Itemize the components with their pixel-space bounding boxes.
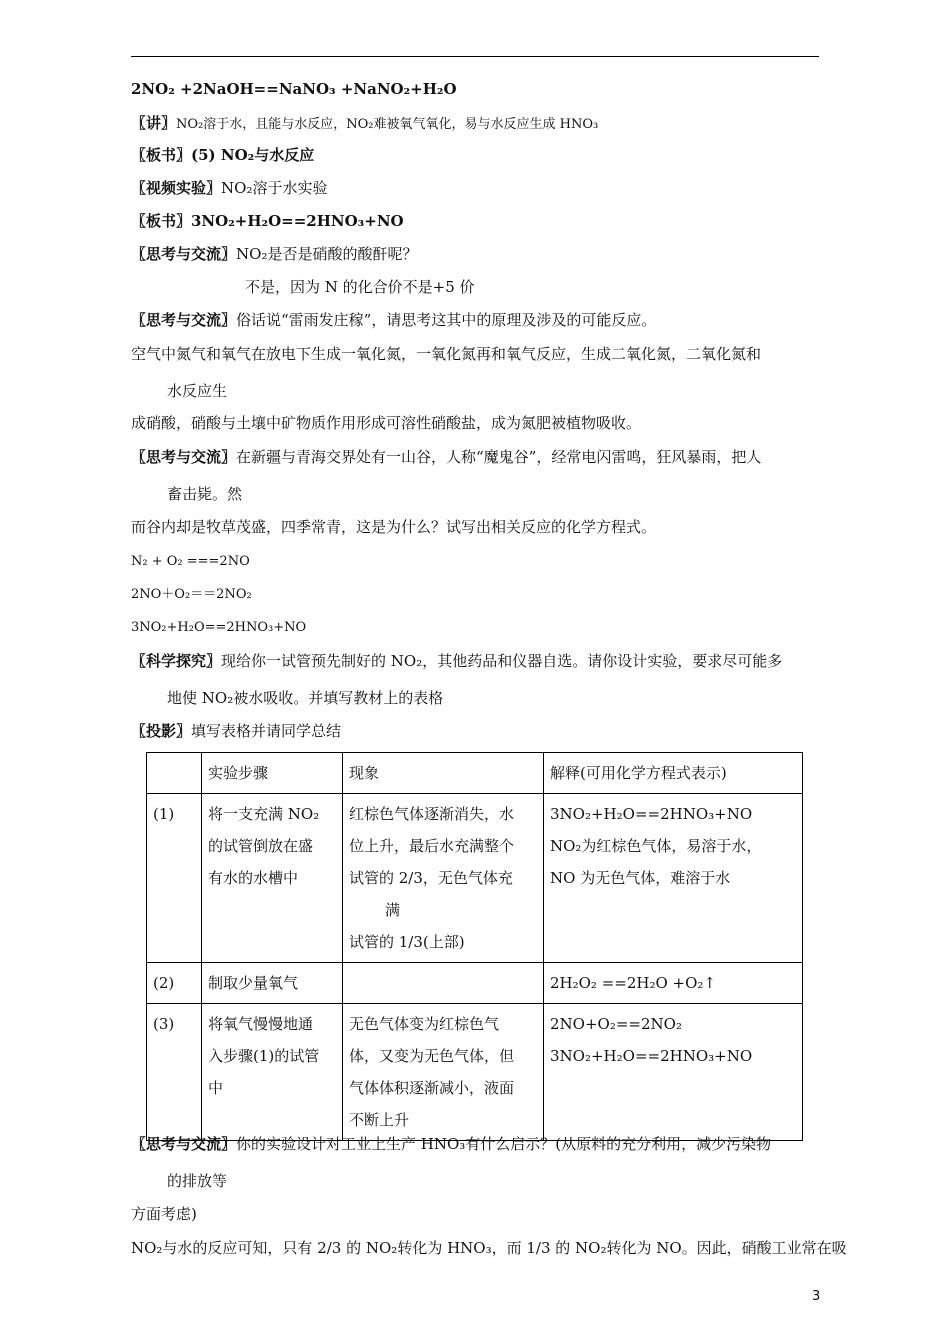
header-rule (131, 56, 819, 57)
cell-line: 无色气体变为红棕色气 (349, 1015, 500, 1033)
cell-line: 满 (385, 901, 401, 919)
table-cell (544, 1004, 803, 1141)
equation-no2-naoh: 2NO₂ +2NaOH==NaNO₃ +NaNO₂+H₂O (131, 80, 457, 98)
table-cell (202, 1004, 343, 1141)
text-think-3: 在新疆与青海交界处有一山谷，人称“魔鬼谷”，经常电闪雷鸣，狂风暴雨，把人 (236, 448, 762, 466)
table-cell (544, 963, 803, 1004)
line-answer-1: 不是，因为 N 的化合价不是+5 价 (245, 278, 475, 296)
paragraph-line: 的排放等 (167, 1172, 228, 1190)
line-board-eq: 〖板书〗3NO₂+H₂O==2HNO₃+NO (131, 212, 404, 230)
label-video: 〖视频实验〗 (131, 179, 222, 197)
row-number: (3) (153, 1015, 175, 1033)
label-think-4: 〖思考与交流〗 (131, 1135, 237, 1153)
label-think-3: 〖思考与交流〗 (131, 448, 237, 466)
line-lecture (131, 113, 598, 135)
cell-line: 将氧气慢慢地通 (208, 1015, 314, 1033)
text-video: NO₂溶于水实验 (221, 179, 328, 197)
table-row (147, 794, 803, 963)
table-header-cell: 现象 (343, 753, 544, 794)
row-number: (1) (153, 805, 175, 823)
table-header-cell (147, 753, 202, 794)
text-explore: 现给你一试管预先制好的 NO₂，其他药品和仪器自选。请你设计实验，要求尽可能多 (221, 652, 783, 670)
line-think-4 (131, 1134, 771, 1154)
page-number: 3 (812, 1289, 821, 1304)
cell-line: 中 (208, 1079, 224, 1097)
cell-line: NO₂为红棕色气体，易溶于水， (550, 837, 762, 855)
label-think-2: 〖思考与交流〗 (131, 311, 237, 329)
cell-line: 制取少量氧气 (208, 974, 299, 992)
cell-line: 2NO+O₂==2NO₂ (550, 1015, 682, 1033)
paragraph-line: 成硝酸，硝酸与土壤中矿物质作用形成可溶性硝酸盐，成为氮肥被植物吸收。 (131, 414, 642, 432)
line-think-1 (131, 244, 417, 264)
paragraph-line: NO₂与水的反应可知，只有 2/3 的 NO₂转化为 HNO₃，而 1/3 的 NO₂转化为 NO。因此，硝酸工业常在吸 (131, 1239, 847, 1257)
text-lecture: NO₂溶于水，且能与水反应，NO₂难被氧气氧化，易与水反应生成 HNO₃ (176, 117, 599, 132)
cell-line: 的试管倒放在盛 (208, 837, 314, 855)
table-cell (147, 794, 202, 963)
table-cell (343, 963, 544, 1004)
paragraph-line: 畜击毙。然 (167, 485, 243, 503)
cell-line: 将一支充满 NO₂ (208, 805, 320, 823)
line-explore (131, 651, 782, 671)
text-projection: 填写表格并请同学总结 (191, 722, 342, 740)
paragraph-line: 地使 NO₂被水吸收。并填写教材上的表格 (167, 689, 444, 707)
cell-line: 3NO₂+H₂O==2HNO₃+NO (550, 805, 753, 823)
experiment-table (146, 752, 803, 1141)
row-number: (2) (153, 974, 175, 992)
table-cell (343, 794, 544, 963)
cell-line: 红棕色气体逐渐消失，水 (349, 805, 515, 823)
text-think-4: 你的实验设计对工业上生产 HNO₃有什么启示？(从原料的充分利用，减少污染物 (236, 1135, 772, 1153)
table-cell (202, 794, 343, 963)
text-think-1: NO₂是否是硝酸的酸酐呢？ (236, 245, 418, 263)
table-cell (544, 794, 803, 963)
text-think-2: 俗话说“雷雨发庄稼”，请思考这其中的原理及涉及的可能反应。 (236, 311, 657, 329)
line-projection (131, 721, 341, 741)
equation-line: N₂ + O₂ ===2NO (131, 554, 250, 569)
line-think-2 (131, 310, 656, 330)
equation-line: 3NO₂+H₂O==2HNO₃+NO (131, 620, 307, 635)
cell-line: 3NO₂+H₂O==2HNO₃+NO (550, 1047, 753, 1065)
line-board-5: 〖板书〗(5) NO₂与水反应 (131, 146, 315, 164)
table-cell (147, 963, 202, 1004)
table-header-cell: 实验步骤 (202, 753, 343, 794)
table-cell (202, 963, 343, 1004)
table-header-row (147, 753, 803, 794)
paragraph-line: 水反应生 (167, 382, 228, 400)
cell-line: 2H₂O₂ ==2H₂O +O₂↑ (550, 974, 717, 992)
cell-line: 不断上升 (349, 1111, 410, 1129)
label-projection: 〖投影〗 (131, 722, 192, 740)
paragraph-line: 而谷内却是牧草茂盛，四季常青，这是为什么？试写出相关反应的化学方程式。 (131, 518, 657, 536)
line-think-3 (131, 447, 761, 467)
cell-line: 位上升，最后水充满整个 (349, 837, 515, 855)
table-cell (147, 1004, 202, 1141)
line-video (131, 178, 327, 198)
cell-line: 体，又变为无色气体，但 (349, 1047, 515, 1065)
equation-line: 2NO＋O₂＝＝2NO₂ (131, 587, 252, 602)
table-row (147, 1004, 803, 1141)
cell-line: 气体体积逐渐减小，液面 (349, 1079, 515, 1097)
cell-line: 试管的 1/3(上部) (349, 933, 465, 951)
table-cell (343, 1004, 544, 1141)
cell-line: 有水的水槽中 (208, 869, 299, 887)
cell-line: NO 为无色气体，难溶于水 (550, 869, 731, 887)
label-think-1: 〖思考与交流〗 (131, 245, 237, 263)
label-explore: 〖科学探究〗 (131, 652, 222, 670)
table-row (147, 963, 803, 1004)
paragraph-line: 空气中氮气和氧气在放电下生成一氧化氮，一氧化氮再和氧气反应，生成二氧化氮，二氧化氮和 (131, 345, 762, 363)
cell-line: 入步骤(1)的试管 (208, 1047, 320, 1065)
label-lecture: 〖讲〗 (131, 114, 177, 132)
table-header-cell: 解释(可用化学方程式表示) (544, 753, 803, 794)
cell-line: 试管的 2/3，无色气体充 (349, 869, 513, 887)
paragraph-line: 方面考虑) (131, 1205, 197, 1223)
